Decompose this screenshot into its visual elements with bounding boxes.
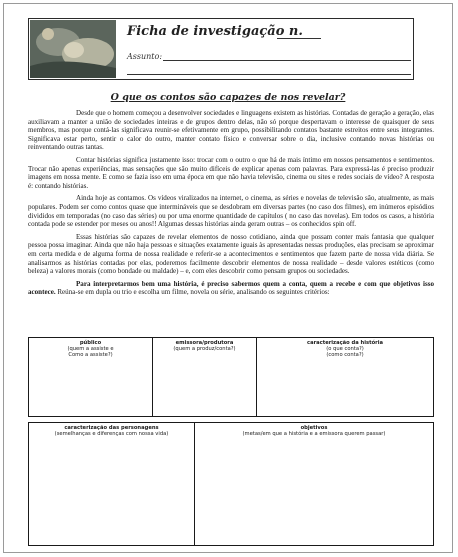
column-subheading: Como a assiste?) — [68, 352, 113, 358]
subject-line — [163, 60, 411, 61]
header-painting-image — [30, 20, 116, 78]
column-subheading: (o que conta?) — [326, 346, 364, 352]
column-emissora[interactable] — [153, 338, 257, 416]
column-caracterizacao-historia[interactable] — [257, 338, 433, 416]
column-subheading: (como conta?) — [326, 352, 364, 358]
column-heading: caracterização das personagens — [64, 425, 159, 431]
subject-label: Assunto: — [127, 52, 163, 61]
column-subheading: (quem a produz/conta?) — [173, 346, 236, 352]
column-objetivos[interactable] — [195, 423, 433, 545]
column-heading: caracterização da história — [307, 340, 383, 346]
painting-illustration — [30, 20, 116, 78]
instruction-paragraph — [28, 280, 434, 297]
column-heading: objetivos — [300, 425, 328, 431]
paragraph: Contar histórias significa justamente isso: trocar com o outro o que há de mais íntimo em nossos pensamentos e sentimentos. Trocar não apenas experiências, mas sensações que são muito difíceis de explicar apenas com palavras. Para expressá-las é preciso produzir imagens em nossa mente. E como se fazia isso em uma época em que não havia televisão, cinema ou sites e redes sociais de vídeo? A resposta é: contando histórias. — [28, 155, 434, 190]
body-text — [28, 109, 434, 301]
column-publico[interactable] — [29, 338, 153, 416]
section-subtitle: O que os contos são capazes de nos revelar? — [110, 92, 346, 103]
painting-figure-shape — [64, 42, 84, 58]
column-heading: público — [79, 340, 102, 346]
paragraph: Essas histórias são capazes de revelar elementos de nosso cotidiano, ainda que possam conter mais fantasia que qualquer pessoa possa imaginar. Ainda que não haja pessoas e situações exatamente iguais às apresentadas nessas produções, elas precisam se aproximar em certa medida e de alguma forma de nossa realidade e referir-se a acontecimentos e sentimentos que fazem parte de nossa vida diária. Se analisarmos as histórias contadas por elas, poderemos facilmente descobrir elementos de nossa realidade – desde valores estéticos (como beleza) a valores morais (como bondade ou maldade) – e, com eles descobrir como pensam grupos ou sociedades. — [28, 232, 434, 276]
worksheet-header — [28, 18, 414, 80]
instruction-rest: Reúna-se em dupla ou trio e escolha um filme, novela ou série, analisando os seguintes critérios: — [57, 288, 330, 297]
column-caracterizacao-personagens[interactable] — [29, 423, 195, 545]
paragraph: Ainda hoje as contamos. Os vídeos viralizados na internet, o cinema, as séries e novelas de televisão são, atualmente, as mais populares. Podem ser como contos quase que intermináveis que se desdobram em diversas partes (no caso dos filmes), em inúmeros episódios divididos em temporadas (no caso das séries) ou por uma enorme quantidade de capítulos ( no caso das novelas). Em todos os casos, a história contada pode se estender por meses ou anos!! Algumas dessas histórias ainda geram outras – os conhecidos spin off. — [28, 194, 434, 229]
criteria-table-bottom — [28, 422, 434, 546]
paragraph: Desde que o homem começou a desenvolver sociedades e linguagens existem as histórias. Contadas de geração a geração, elas auxiliavam a manter a união de sociedades inteiras e de grupos dentro delas, não só porque despertavam o interesse de quaisquer de seus membros, mas porque contá-las significava reunir-se efetivamente em grupo, possibilitando contatos bastante estreitos entre seus integrantes. Significava estar perto, sentir o calor do outro, manter contato físico e conversar sobre o dia, inclusive contando novas histórias ou reinventando outras tantas. — [28, 109, 434, 152]
column-heading: emissora/produtora — [175, 340, 234, 346]
worksheet-number-line — [277, 38, 321, 39]
painting-figure-shape — [42, 28, 54, 40]
instruction-bold: Para interpretarmos bem uma história, é preciso sabermos quem a conta, quem a recebe e com que objetivos isso acontece. — [28, 279, 434, 297]
criteria-table-top — [28, 337, 434, 417]
column-subheading: (semelhanças e diferenças com nossa vida) — [54, 431, 169, 437]
subject-line — [127, 74, 411, 75]
column-subheading: (metas/em que a história e a emissora querem passar) — [242, 431, 386, 437]
worksheet-title: Ficha de investigação n. — [127, 24, 303, 39]
document-page — [3, 3, 453, 553]
column-subheading: (quem a assiste e — [67, 346, 114, 352]
